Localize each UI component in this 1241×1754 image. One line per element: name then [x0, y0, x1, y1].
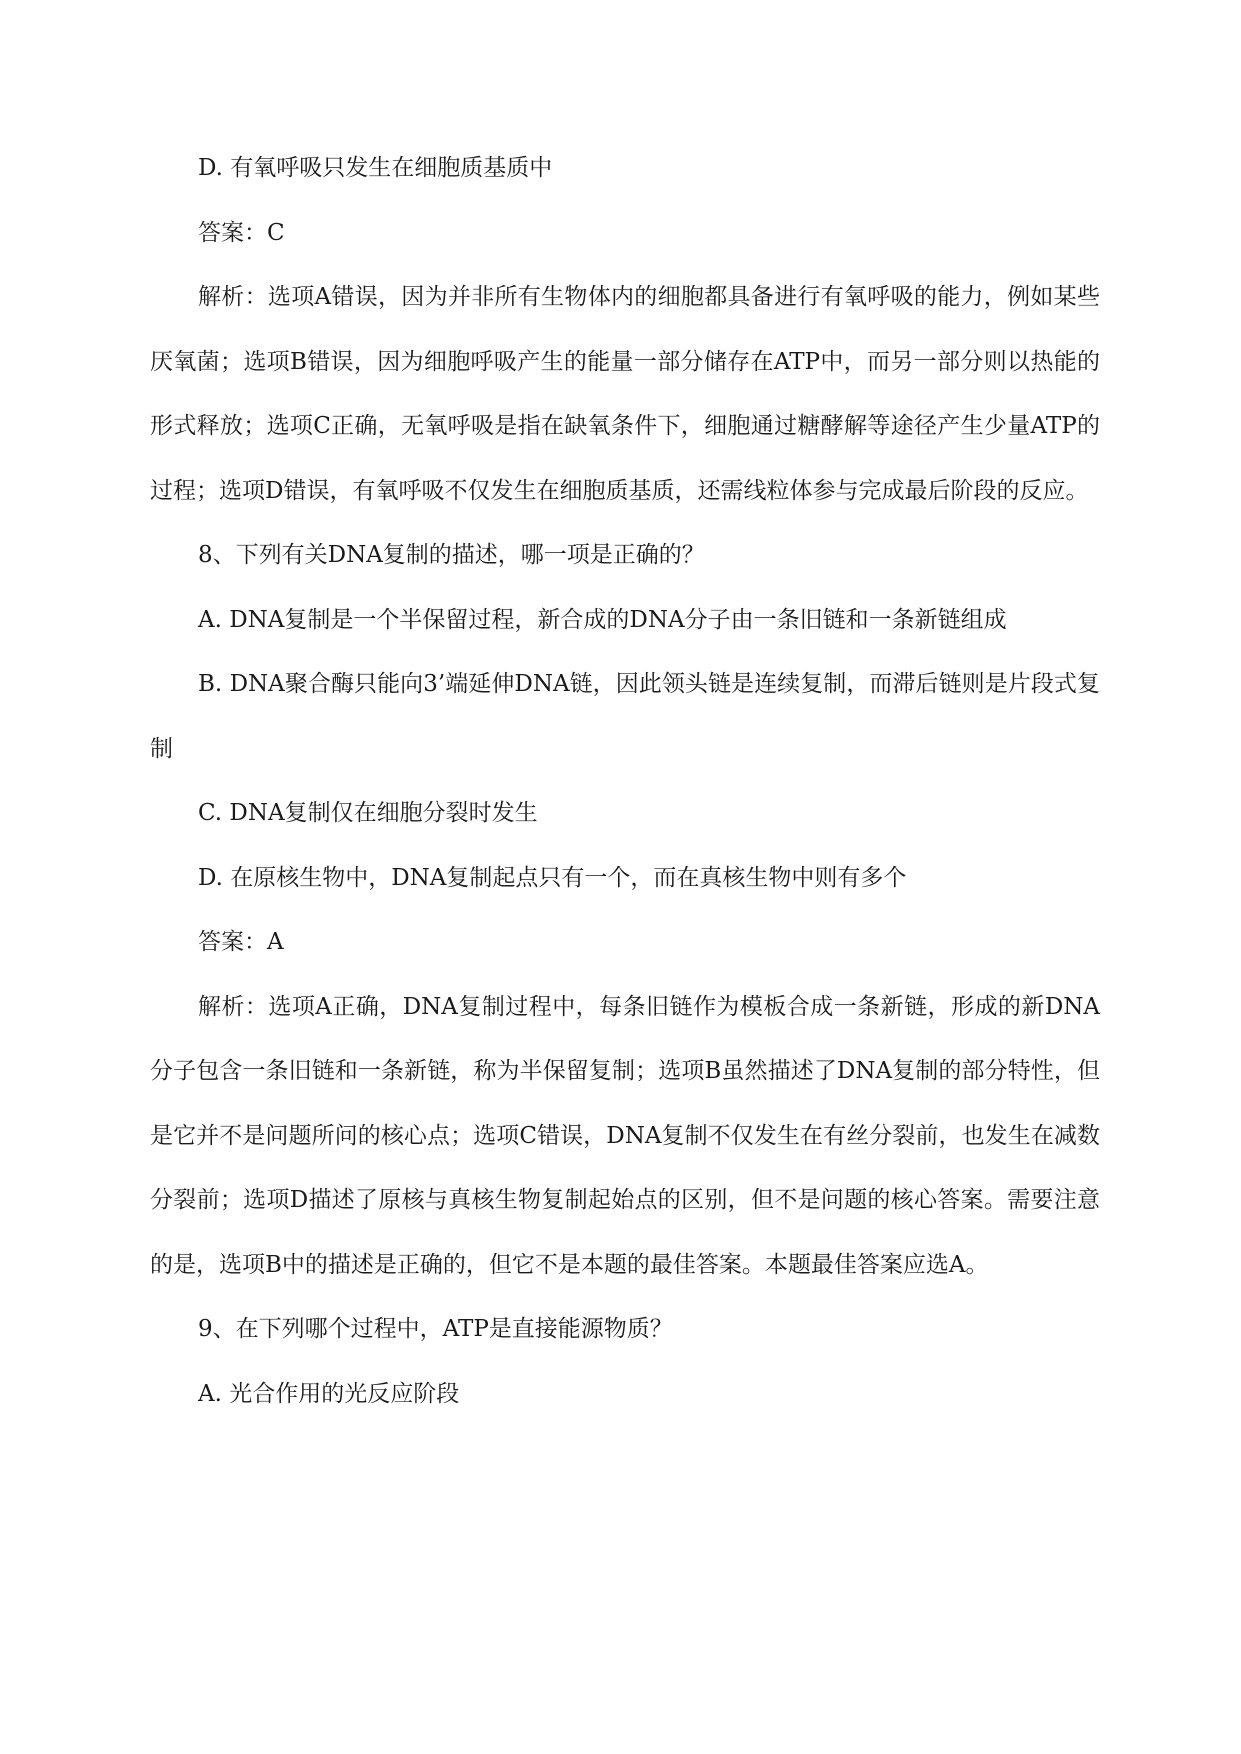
q8-option-d: D. 在原核生物中，DNA复制起点只有一个，而在真核生物中则有多个 [198, 864, 907, 891]
document-page [150, 136, 1100, 1426]
q8-option-a: A. DNA复制是一个半保留过程，新合成的DNA分子由一条旧链和一条新链组成 [198, 606, 1007, 633]
q8-analysis: 解析：选项A正确，DNA复制过程中，每条旧链作为模板合成一条新链，形成的新DNA分子包含一条旧链和一条新链，称为半保留复制；选项B虽然描述了DNA复制的部分特性，但是它并不是问题所问的核心点；选项C错误，DNA复制不仅发生在有丝分裂前，也发生在减数分裂前；选项D描述了原核与真核生物复制起始点的区别，但不是问题的核心答案。需要注意的是，选项B中的描述是正确的，但它不是本题的最佳答案。本题最佳答案应选A。 [150, 993, 1100, 1278]
q7-analysis: 解析：选项A错误，因为并非所有生物体内的细胞都具备进行有氧呼吸的能力，例如某些厌氧菌；选项B错误，因为细胞呼吸产生的能量一部分储存在ATP中，而另一部分则以热能的形式释放；选项C正确，无氧呼吸是指在缺氧条件下，细胞通过糖酵解等途径产生少量ATP的过程；选项D错误，有氧呼吸不仅发生在细胞质基质，还需线粒体参与完成最后阶段的反应。 [150, 284, 1100, 504]
q9-question: 9、在下列哪个过程中，ATP是直接能源物质？ [198, 1316, 673, 1342]
q7-answer: 答案：C [198, 219, 285, 246]
q8-question: 8、下列有关DNA复制的描述，哪一项是正确的？ [198, 542, 705, 568]
q8-answer: 答案：A [198, 929, 284, 955]
q8-option-b: B. DNA聚合酶只能向3’端延伸DNA链，因此领头链是连续复制，而滞后链则是片段式复制 [150, 671, 1100, 762]
q7-option-d: D. 有氧呼吸只发生在细胞质基质中 [198, 155, 553, 181]
q9-option-a: A. 光合作用的光反应阶段 [198, 1380, 460, 1407]
q8-option-c: C. DNA复制仅在细胞分裂时发生 [198, 800, 538, 826]
